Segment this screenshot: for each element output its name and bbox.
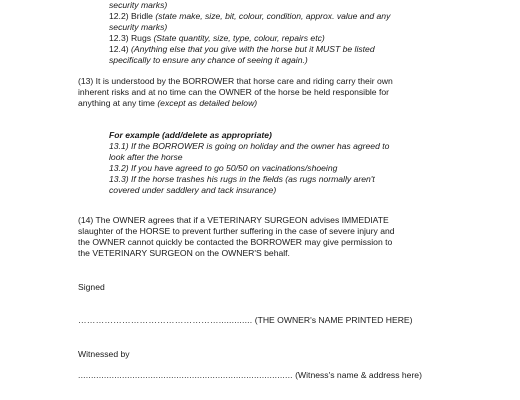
- clause-13-line-2: inherent risks and at no time can the OWNER of the horse be held responsible for: [78, 87, 389, 97]
- item-12-3: [109, 33, 325, 44]
- item-12-3-label: 12.3) Rugs: [109, 33, 152, 43]
- witness-signature-caption: (Witness's name & address here): [295, 370, 422, 380]
- clause-14-line-1: (14) The OWNER agrees that if a VETERINARY SURGEON advises IMMEDIATE: [78, 215, 389, 225]
- owner-signature-caption: (THE OWNER's NAME PRINTED HERE): [254, 315, 413, 325]
- witness-signature-line: [78, 370, 422, 381]
- item-12-4-detail: (Anything else that you give with the horse but it MUST be listed: [130, 44, 375, 54]
- clause-13-line-3-italic: (except as detailed below): [157, 98, 258, 108]
- item-12-2-detail: (state make, size, bit, colour, condition, approx. value and any: [155, 11, 391, 21]
- example-13-2: 13.2) If you have agreed to go 50/50 on vacinations/shoeing: [109, 163, 338, 173]
- witnessed-label: Witnessed by: [78, 349, 130, 359]
- example-13-1-line-1: 13.1) If the BORROWER is going on holiday and the owner has agreed to: [109, 141, 390, 151]
- item-12-2-tail: security marks): [109, 22, 168, 32]
- example-heading: For example (add/delete as appropriate): [109, 130, 272, 140]
- clause-13-line-3: [78, 98, 257, 109]
- item-12-4-tail: specifically to ensure any chance of seeing it again.): [109, 55, 308, 65]
- example-13-3-line-1: 13.3) If the horse trashes his rugs in the fields (as rugs normally aren't: [109, 174, 375, 184]
- clause-14-line-4: the VETERINARY SURGEON on the OWNER'S behalf.: [78, 248, 290, 258]
- clause-14-line-3: the OWNER cannot quickly be contacted the BORROWER may give permission to: [78, 237, 393, 247]
- signed-label: Signed: [78, 282, 105, 292]
- item-12-2: [109, 11, 390, 22]
- clause-13-line-3-text: anything at any time: [78, 98, 155, 108]
- item-12-2-label: 12.2) Bridle: [109, 11, 153, 21]
- owner-signature-line: [78, 315, 413, 326]
- owner-signature-dots: ………………………………………….............: [78, 315, 253, 325]
- example-13-3-line-2: covered under saddlery and tack insurance): [109, 185, 277, 195]
- item-12-4: [109, 44, 375, 55]
- witness-signature-dots: ...................................................................................: [78, 370, 293, 380]
- clause-13-line-1: (13) It is understood by the BORROWER that horse care and riding carry their own: [78, 76, 393, 86]
- example-13-1-line-2: look after the horse: [109, 152, 183, 162]
- item-12-3-detail: (State quantity, size, type, colour, repairs etc): [153, 33, 325, 43]
- item-12-4-label: 12.4): [109, 44, 129, 54]
- clause-14-line-2: slaughter of the HORSE to prevent further suffering in the case of severe injury and: [78, 226, 395, 236]
- item-12-1-tail: security marks): [109, 0, 168, 10]
